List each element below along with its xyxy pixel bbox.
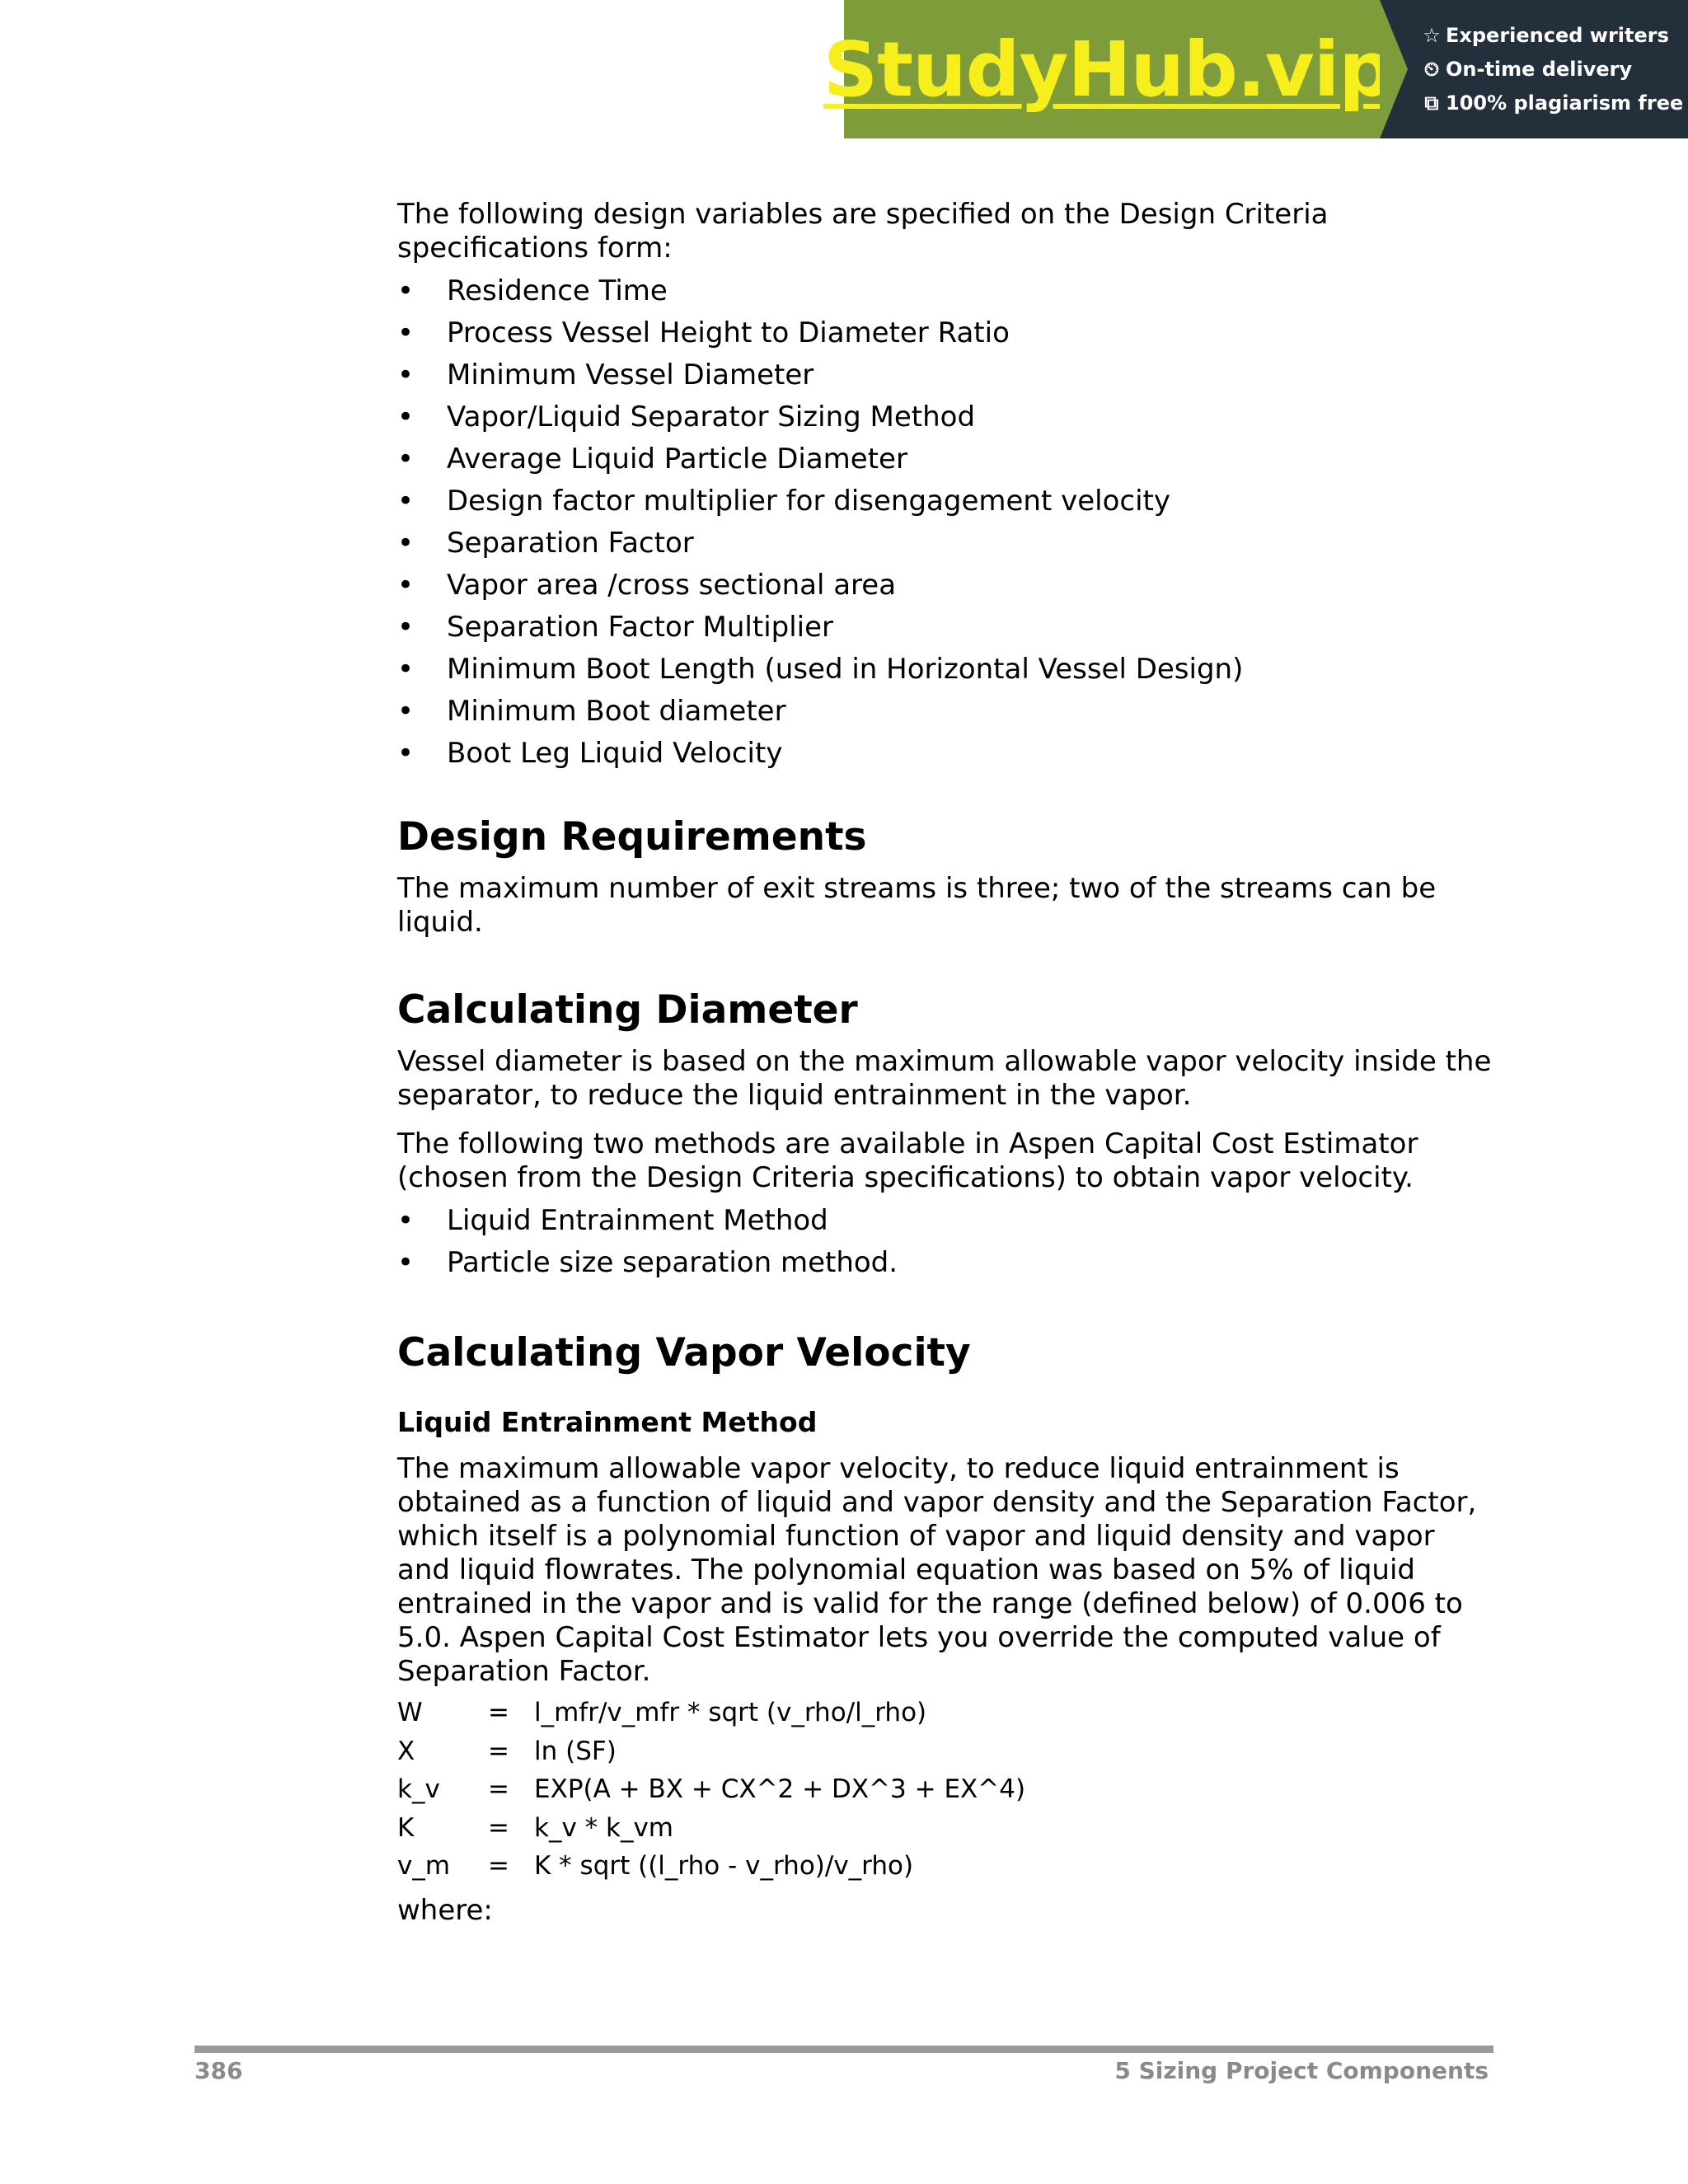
list-item [397,691,1493,733]
bullet-icon: • [397,316,415,349]
list-item-text: Vapor/Liquid Separator Sizing Method [447,401,976,434]
list-item [397,607,1493,649]
equation-operator: = [488,1698,509,1727]
promo-banner[interactable] [823,0,1688,138]
heading-calculating-vapor-velocity: Calculating Vapor Velocity [397,1330,971,1376]
list-item-text: Minimum Vessel Diameter [447,359,814,391]
list-item [397,354,1493,396]
list-item-text: Boot Leg Liquid Velocity [447,737,783,770]
copy-icon: ⧉ [1424,91,1439,115]
list-item-text: Liquid Entrainment Method [447,1204,828,1237]
document-body [397,198,1493,1928]
bullet-icon: • [397,611,415,644]
list-item [397,1200,1493,1242]
design-requirements-text: The maximum number of exit streams is three; two of the streams can be liquid. [397,872,1437,939]
equation-variable: k_v [397,1774,440,1804]
where-label: where: [397,1893,493,1927]
list-item-text: Process Vessel Height to Diameter Ratio [447,316,1010,349]
bullet-icon: • [397,695,415,728]
features-panel [1380,0,1688,138]
list-item [397,733,1493,775]
bullet-icon: • [397,485,415,518]
bullet-icon: • [397,737,415,770]
bullet-icon: • [397,1246,415,1279]
star-icon: ☆ [1423,23,1441,47]
equation-operator: = [488,1736,509,1766]
feature-label: 100% plagiarism free [1446,91,1684,115]
diameter-paragraph-1: Vessel diameter is based on the maximum allowable vapor velocity inside the separator, to reduce the liquid entrainment in the vapor. [397,1045,1492,1112]
equation-variable: X [397,1736,415,1766]
heading-design-requirements: Design Requirements [397,814,867,860]
bullet-icon: • [397,274,415,307]
bullet-icon: • [397,401,415,434]
list-item [397,649,1493,691]
list-item [397,396,1493,438]
equation-row [397,1732,1493,1771]
equation-row [397,1694,1493,1732]
equation-expression: k_v * k_vm [534,1812,674,1843]
feature-experienced-writers [1421,19,1688,53]
list-item [397,438,1493,480]
equation-operator: = [488,1812,509,1843]
equation-expression: K * sqrt ((l_rho - v_rho)/v_rho) [534,1851,914,1881]
equation-expression: EXP(A + BX + CX^2 + DX^3 + EX^4) [534,1774,1026,1804]
footer-divider [195,2046,1493,2053]
bullet-icon: • [397,569,415,602]
equation-row [397,1809,1493,1848]
bullet-icon: • [397,443,415,476]
equation-expression: ln (SF) [534,1736,617,1766]
subheading-liquid-entrainment: Liquid Entrainment Method [397,1406,818,1438]
section-title: 5 Sizing Project Components [1114,2057,1489,2084]
equation-variable: v_m [397,1851,451,1881]
list-item-text: Residence Time [447,274,668,307]
list-item-text: Design factor multiplier for disengagement velocity [447,485,1170,518]
list-item [397,312,1493,354]
feature-label: On-time delivery [1446,57,1633,81]
bullet-icon: • [397,359,415,391]
diameter-paragraph-2: The following two methods are available in Aspen Capital Cost Estimator (chosen from the Design Criteria specifications) to obtain vapor velocity. [397,1127,1418,1194]
list-item-text: Separation Factor [447,527,694,560]
equation-operator: = [488,1774,509,1804]
equation-variable: K [397,1812,415,1843]
design-criteria-list [397,270,1493,775]
banner-arrow-shape [1380,0,1408,138]
methods-list [397,1200,1493,1284]
equation-operator: = [488,1851,509,1881]
page-number: 386 [195,2057,243,2084]
feature-on-time-delivery [1421,53,1688,87]
feature-plagiarism-free [1421,87,1688,120]
heading-calculating-diameter: Calculating Diameter [397,987,858,1033]
bullet-icon: • [397,527,415,560]
brand-panel [823,0,1393,138]
list-item-text: Average Liquid Particle Diameter [447,443,907,476]
list-item [397,270,1493,312]
list-item-text: Minimum Boot Length (used in Horizontal Vessel Design) [447,653,1244,686]
vapor-velocity-paragraph: The maximum allowable vapor velocity, to reduce liquid entrainment is obtained as a function of liquid and vapor density and the Separation Factor, which itself is a polynomial function of vapor and liquid density and vapor and liquid flowrates. The polynomial equation was based on 5% of liquid entrained in the vapor and is valid for the range (defined below) of 0.006 to 5.0. Aspen Capital Cost Estimator lets you override the computed value of Separation Factor. [397,1452,1477,1688]
page-footer [195,2057,1489,2084]
brand-logo: StudyHub.vip [823,25,1393,114]
list-item-text: Particle size separation method. [447,1246,898,1279]
list-item [397,565,1493,607]
equations-block [397,1694,1493,1886]
list-item [397,523,1493,565]
list-item [397,480,1493,523]
equation-row [397,1770,1493,1809]
clock-icon: ⏲ [1423,57,1440,81]
intro-paragraph: The following design variables are specified on the Design Criteria specifications form: [397,198,1329,265]
list-item [397,1242,1493,1284]
equation-row [397,1847,1493,1886]
list-item-text: Separation Factor Multiplier [447,611,834,644]
bullet-icon: • [397,653,415,686]
list-item-text: Minimum Boot diameter [447,695,786,728]
list-item-text: Vapor area /cross sectional area [447,569,897,602]
equation-variable: W [397,1698,423,1727]
bullet-icon: • [397,1204,415,1237]
equation-expression: l_mfr/v_mfr * sqrt (v_rho/l_rho) [534,1698,927,1727]
feature-label: Experienced writers [1446,23,1669,47]
